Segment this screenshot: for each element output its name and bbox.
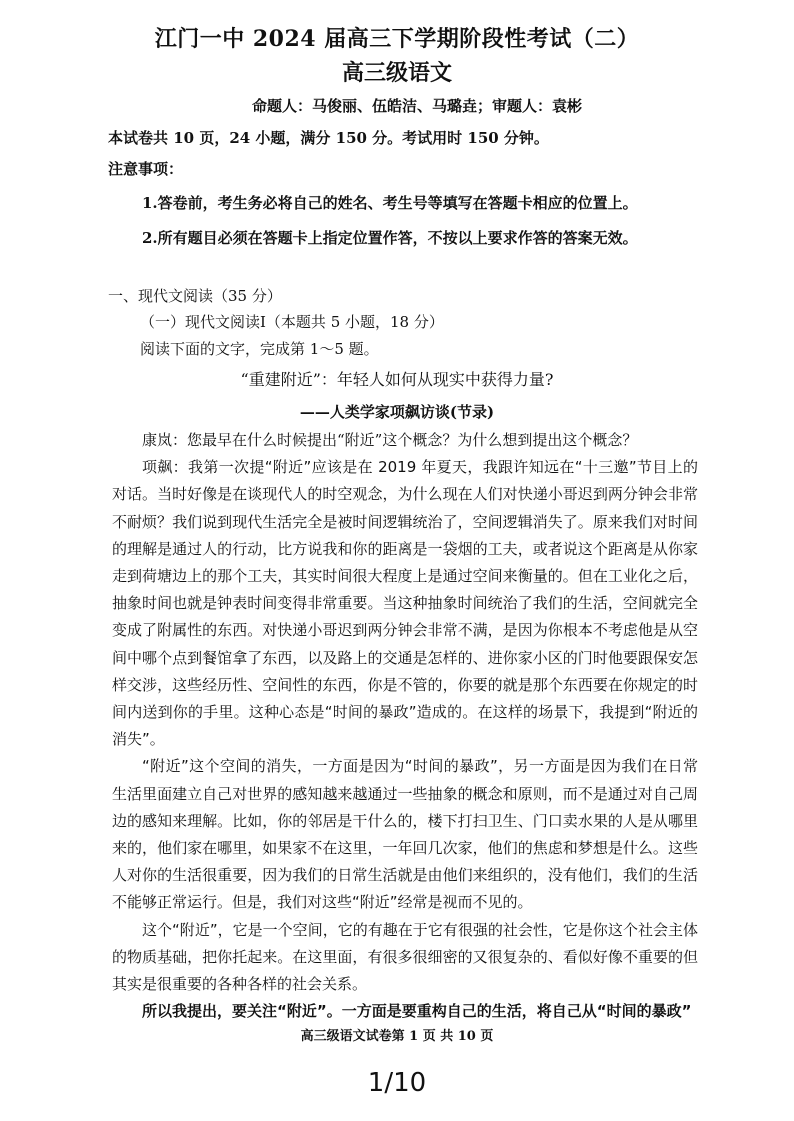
reading-instruction: 阅读下面的文字，完成第 1～5 题。 <box>140 340 379 358</box>
exam-info: 本试卷共 10 页，24 小题，满分 150 分。考试用时 150 分钟。 <box>108 129 549 147</box>
exam-title: 江门一中 2024 届高三下学期阶段性考试（二） <box>154 26 640 52</box>
page-footer: 高三级语文试卷第 1 页 共 10 页 <box>300 1029 494 1044</box>
article-paragraph: “附近”这个空间的消失，一方面是因为“时间的暴政”，另一方面是因为我们在日常生活里面建立自己对世界的感知越来越通过一些抽象的概念和原则，而不是通过对自己周边的感知来理解。比如，你的邻居是干什么的，楼下打扫卫生、门口卖水果的人是从哪里来的，他们家在哪里，如果家不在这里，一年回几次家，他们的焦虑和梦想是什么。这些人对你的生活很重要，因为我们的日常生活就是由他们来组织的，没有他们，我们的生活不能够正常运行。但是，我们对这些“附近”经常是视而不见的。 <box>112 757 698 912</box>
notice-heading: 注意事项： <box>108 160 184 178</box>
article-paragraph: 所以我提出，要关注“附近”。一方面是要重构自己的生活，将自己从“时间的暴政” <box>142 1002 692 1021</box>
notice-item: 1.答卷前，考生务必将自己的姓名、考生号等填写在答题卡相应的位置上。 <box>142 194 638 212</box>
article-subtitle: ——人类学家项飙访谈(节录) <box>299 403 495 421</box>
article-paragraph: 项飙：我第一次提“附近”应该是在 2019 年夏天，我跟许知远在“十三邀”节目上的对话。当时好像是在谈现代人的时空观念，为什么现在人们对快递小哥迟到两分钟会非常不耐烦？我们说到现代生活完全是被时间逻辑统治了，空间逻辑消失了。原来我们对时间的理解是通过人的行动，比方说我和你的距离是一袋烟的工夫，或者说这个距离是从你家走到荷塘边上的那个工夫，其实时间很大程度上是通过空间来衡量的。但在工业化之后，抽象时间也就是钟表时间变得非常重要。当这种抽象时间统治了我们的生活，空间就完全变成了附属性的东西。对快递小哥迟到两分钟会非常不满，是因为你根本不考虑他是从空间中哪个点到餐馆拿了东西，以及路上的交通是怎样的、进你家小区的门时他要跟保安怎样交涉，这些经历性、空间性的东西，你是不管的，你要的就是那个东西要在你规定的时间内送到你的手里。这种心态是“时间的暴政”造成的。在这样的场景下，我提到“附近的消失”。 <box>112 458 698 749</box>
section-heading: 一、现代文阅读（35 分） <box>108 287 282 305</box>
article-title: “重建附近”：年轻人如何从现实中获得力量? <box>240 370 554 389</box>
authors-line: 命题人：马俊丽、伍皓洁、马璐垚；审题人：袁彬 <box>252 97 583 115</box>
article-body <box>112 427 698 1025</box>
exam-subtitle: 高三级语文 <box>341 60 452 86</box>
article-paragraph: 康岚：您最早在什么时候提出“附近”这个概念？为什么想到提出这个概念？ <box>142 431 638 449</box>
subsection-heading: （一）现代文阅读Ⅰ（本题共 5 小题，18 分） <box>140 313 444 331</box>
notice-item: 2.所有题目必须在答题卡上指定位置作答，不按以上要求作答的答案无效。 <box>142 229 638 247</box>
article-paragraph: 这个“附近”，它是一个空间，它的有趣在于它有很强的社会性，它是你这个社会主体的物质基础，把你托起来。在这里面，有很多很细密的又很复杂的、看似好像不重要的但其实是很重要的各种各样的社会关系。 <box>112 920 698 994</box>
page-indicator: 1/10 <box>367 1068 427 1098</box>
